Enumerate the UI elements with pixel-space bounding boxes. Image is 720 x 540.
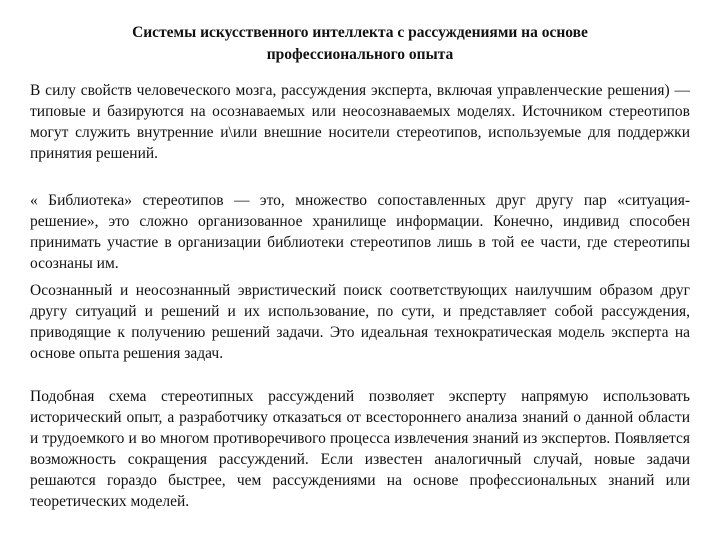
paragraph-1: В силу свойств человеческого мозга, рассуждения эксперта, включая управленческие решения) — типовые и базируются на осознаваемых или неосознаваемых моделях. Источником стереотипов могут служить внутренние и\или внешние носители стереотипов, используемые для поддержки принятия решений. <box>30 82 690 162</box>
paragraph-2: « Библиотека» стереотипов — это, множество сопоставленных друг другу пар «ситуация-решение», это сложно организованное хранилище информации. Конечно, индивид способен принимать участие в организации библиотеки стереотипов лишь в той ее части, где стереотипы осознаны им. <box>30 192 690 272</box>
paragraph-4: Подобная схема стереотипных рассуждений позволяет эксперту напрямую использовать исторический опыт, а разработчику отказаться от всестороннего анализа знаний о данной области и трудоемкого и во многом противоречивого процесса извлечения знаний из экспертов. Появляется возможность сокращения рассуждений. Если известен аналогичный случай, новые задачи решаются гораздо быстрее, чем рассуждениями на основе профессиональных знаний или теоретических моделей. <box>30 388 690 510</box>
slide-title <box>60 22 660 66</box>
slide-title-line-2: профессионального опыта <box>266 46 454 63</box>
paragraph-3: Осознанный и неосознанный эвристический поиск соответствующих наилучшим образом друг другу ситуаций и решений и их использование, по сути, и представляет собой рассуждения, приводящие к получению решений задачи. Это идеальная технократическая модель эксперта на основе опыта решения задач. <box>30 282 690 362</box>
slide-title-line-1: Системы искусственного интеллекта с рассуждениями на основе <box>132 24 588 41</box>
